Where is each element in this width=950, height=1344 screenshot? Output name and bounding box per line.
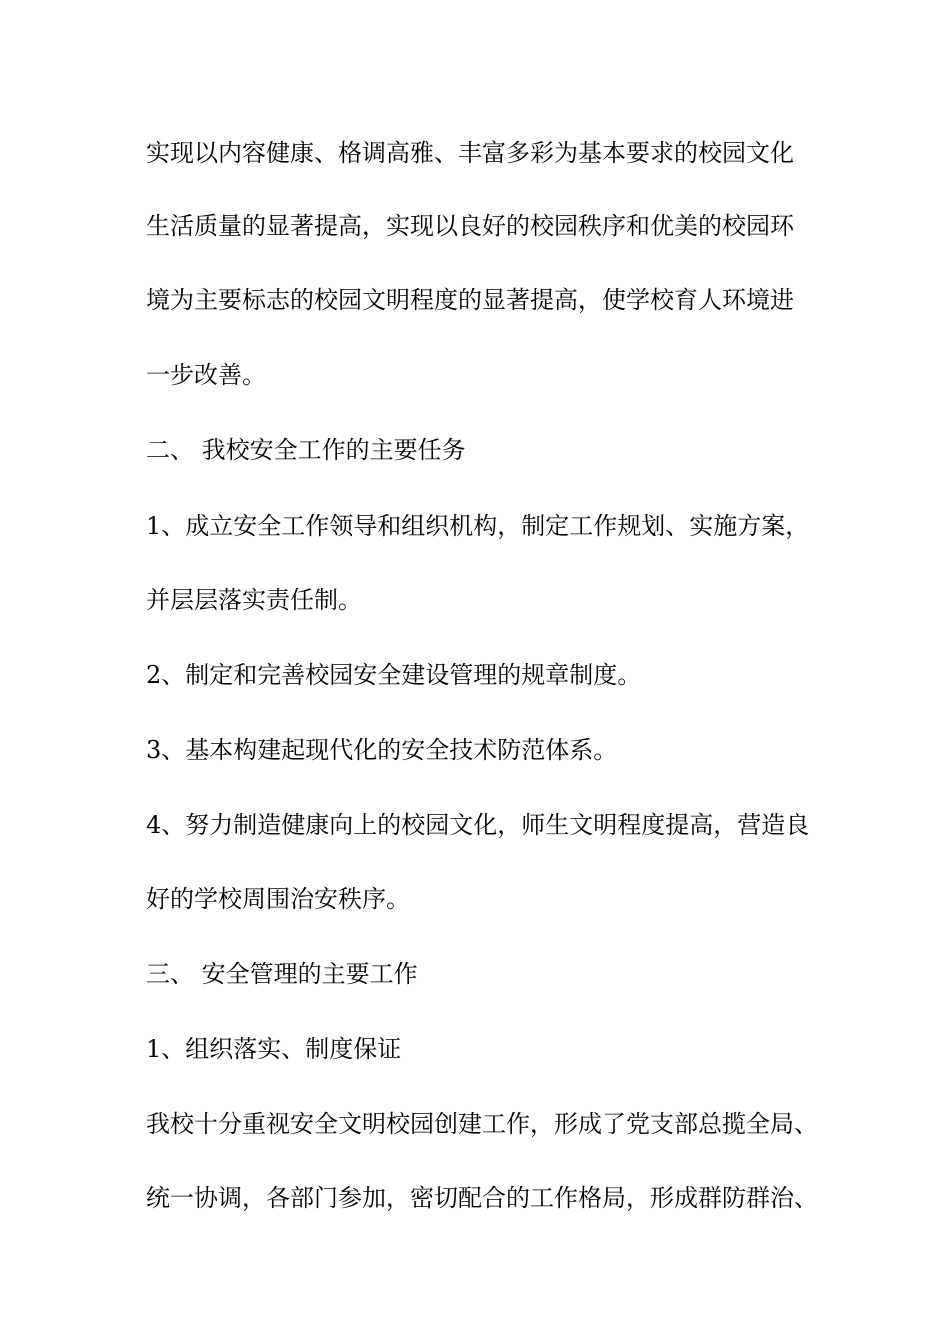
text-line: 一步改善。 <box>146 361 266 389</box>
list-item: 4、努力制造健康向上的校园文化，师生文明程度提高，营造良 <box>146 811 810 839</box>
section-heading: 二、 我校安全工作的主要任务 <box>146 436 466 464</box>
list-item: 3、基本构建起现代化的安全技术防范体系。 <box>146 736 618 764</box>
text-line: 好的学校周围治安秩序。 <box>146 885 410 913</box>
text-line: 生活质量的显著提高，实现以良好的校园秩序和优美的校园环 <box>146 212 794 240</box>
text-line: 我校十分重视安全文明校园创建工作，形成了党支部总揽全局、 <box>146 1110 818 1138</box>
text-line: 实现以内容健康、格调高雅、丰富多彩为基本要求的校园文化 <box>146 139 794 167</box>
list-item: 1、成立安全工作领导和组织机构，制定工作规划、实施方案， <box>146 512 810 540</box>
section-heading: 三、 安全管理的主要工作 <box>146 960 418 988</box>
text-line: 境为主要标志的校园文明程度的显著提高，使学校育人环境进 <box>146 286 794 314</box>
text-line: 统一协调，各部门参加，密切配合的工作格局，形成群防群治、 <box>146 1184 818 1212</box>
list-item: 2、制定和完善校园安全建设管理的规章制度。 <box>146 661 642 689</box>
text-line: 并层层落实责任制。 <box>146 586 362 614</box>
subsection-heading: 1、组织落实、制度保证 <box>146 1035 402 1063</box>
